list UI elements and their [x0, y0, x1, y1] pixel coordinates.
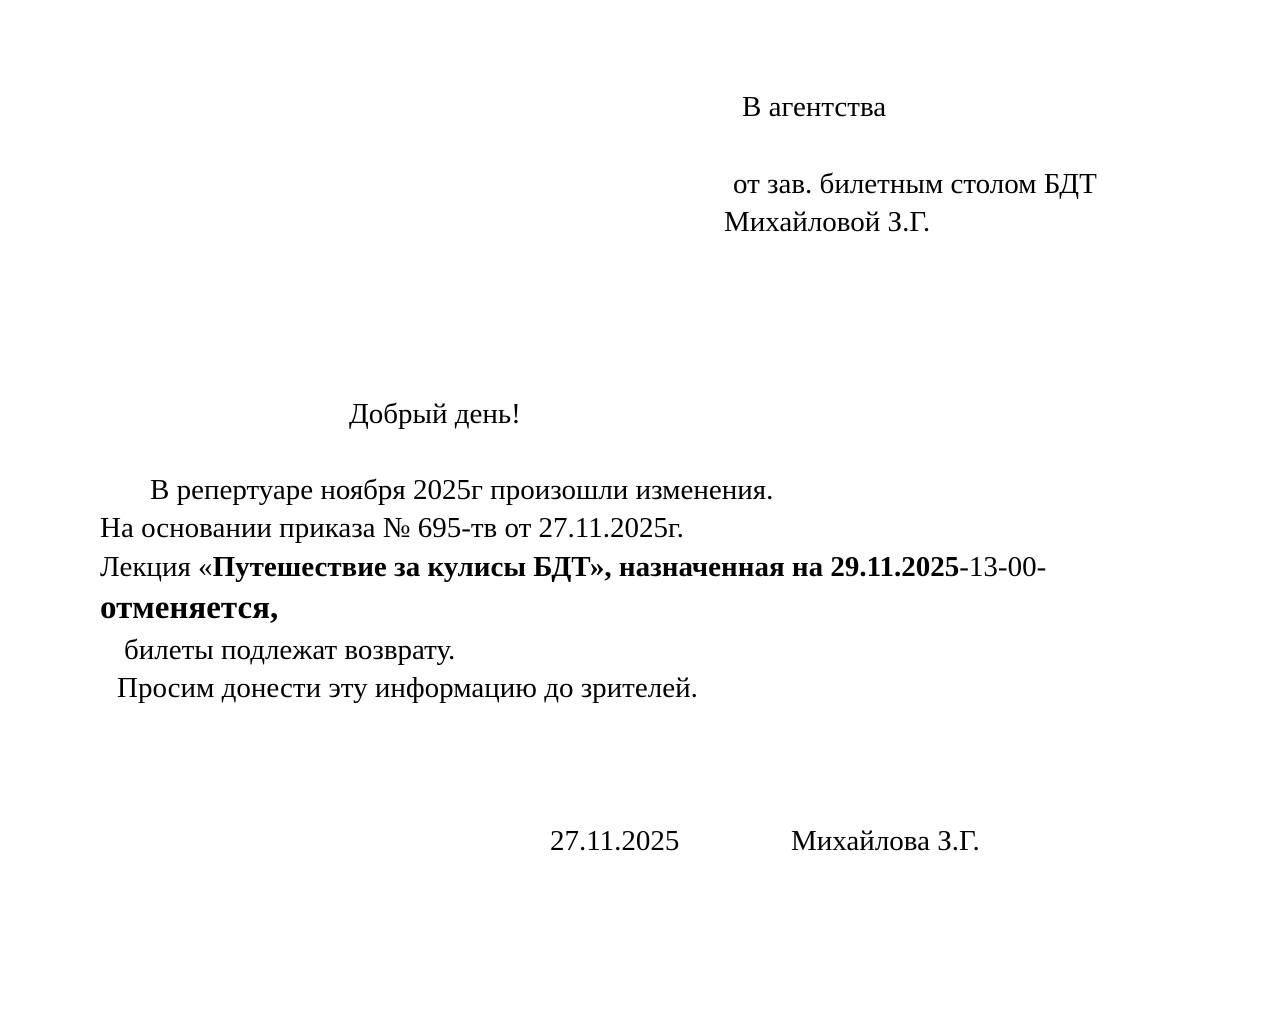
recipient-line: В агентства — [742, 91, 887, 123]
sender-line-1: от зав. билетным столом БДТ — [733, 168, 1097, 200]
lecture-time: -13-00- — [959, 551, 1047, 583]
cancelled-notice: отменяется, — [100, 590, 279, 626]
body-line-6: Просим донести эту информацию до зрителей. — [117, 672, 698, 704]
lecture-title-bold: Путешествие за кулисы БДТ», назначенная на 29.11.2025 — [212, 551, 960, 583]
lecture-prefix: Лекция « — [100, 551, 213, 583]
body-line-1: В репертуаре ноября 2025г произошли изменения. — [150, 474, 774, 506]
sender-line-2: Михайловой З.Г. — [724, 206, 931, 238]
signature-name: Михайлова З.Г. — [791, 825, 980, 857]
body-line-4 — [100, 589, 278, 627]
body-line-2: На основании приказа № 695-тв от 27.11.2025г. — [100, 512, 684, 544]
greeting: Добрый день! — [349, 398, 521, 430]
signature-date: 27.11.2025 — [550, 825, 680, 857]
body-line-5: билеты подлежат возврату. — [124, 634, 456, 666]
body-line-3 — [100, 550, 1046, 584]
